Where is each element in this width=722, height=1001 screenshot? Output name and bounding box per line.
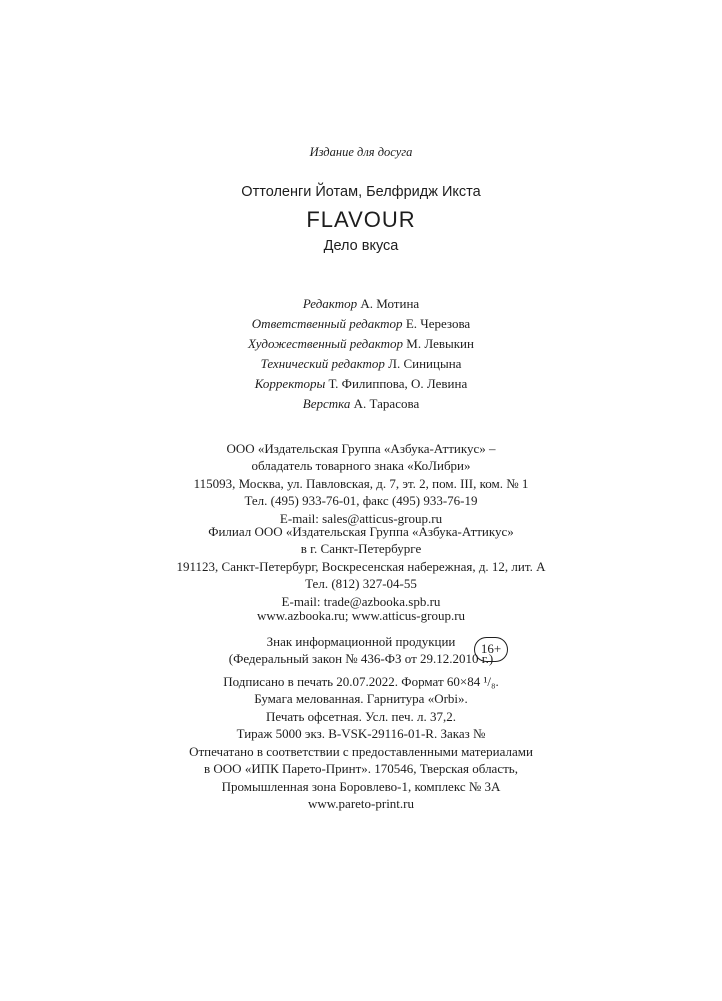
branch-line: 191123, Санкт-Петербург, Воскресенская набережная, д. 12, лит. А: [176, 558, 546, 574]
publisher-line: Тел. (495) 933-76-01, факс (495) 933-76-19: [244, 493, 478, 509]
print-details-line: Печать офсетная. Усл. печ. л. 37,2.: [265, 708, 456, 724]
info-mark-line: Знак информационной продукции: [266, 634, 456, 649]
printer-line: в ООО «ИПК Парето-Принт». 170546, Тверская область,: [204, 761, 518, 777]
credit-name: А. Мотина: [360, 296, 420, 311]
branch-line: Филиал ООО «Издательская Группа «Азбука-Аттикус»: [208, 524, 514, 539]
credit-technical-editor: [0, 354, 722, 374]
credit-role: Технический редактор: [260, 356, 385, 371]
book-title: FLAVOUR: [306, 207, 416, 232]
credit-name: А. Тарасова: [353, 396, 420, 411]
authors: Оттоленги Йотам, Белфридж Икста: [241, 184, 481, 200]
branch-line: Тел. (812) 327-04-55: [305, 576, 417, 592]
credit-editor: [0, 294, 722, 314]
credit-role: Редактор: [302, 296, 358, 311]
book-subtitle: Дело вкуса: [323, 238, 399, 254]
printer-block: [0, 743, 722, 813]
info-mark-block: [0, 633, 722, 668]
credit-name: М. Левыкин: [406, 336, 474, 351]
print-details-line: Подписано в печать 20.07.2022. Формат 60×84 ¹/₈.: [223, 674, 499, 689]
credit-role: Верстка: [302, 396, 351, 411]
print-details-block: [0, 673, 722, 743]
credit-name: Т. Филиппова, О. Левина: [328, 376, 468, 391]
credit-role: Корректоры: [254, 376, 326, 391]
branch-line: в г. Санкт-Петербурге: [300, 541, 422, 557]
printer-line: Промышленная зона Боровлево-1, комплекс № 3А: [221, 778, 501, 794]
credit-name: Л. Синицына: [388, 356, 462, 371]
credit-proofreaders: [0, 374, 722, 394]
publisher-line: обладатель товарного знака «КоЛибри»: [251, 458, 471, 474]
credits-list: [0, 294, 722, 414]
publisher-line: ООО «Издательская Группа «Азбука-Аттикус» –: [226, 441, 496, 456]
printer-line: Отпечатано в соответствии с предоставленными материалами: [189, 744, 533, 759]
print-details-line: Тираж 5000 экз. B-VSK-29116-01-R. Заказ №: [236, 726, 486, 742]
credit-role: Ответственный редактор: [251, 316, 403, 331]
series-label: Издание для досуга: [309, 145, 413, 159]
credit-art-editor: [0, 334, 722, 354]
websites-line: www.azbooka.ru; www.atticus-group.ru: [256, 608, 466, 623]
credit-name: Е. Черезова: [405, 316, 471, 331]
age-rating-badge: 16+: [474, 637, 508, 662]
info-mark-line: (Федеральный закон № 436-ФЗ от 29.12.2010 г.): [228, 651, 494, 667]
publisher-line: 115093, Москва, ул. Павловская, д. 7, эт. 2, пом. III, ком. № 1: [193, 475, 529, 491]
credit-layout: [0, 394, 722, 414]
print-details-line: Бумага мелованная. Гарнитура «Orbi».: [254, 691, 468, 707]
credit-role: Художественный редактор: [248, 336, 404, 351]
branch-email: E-mail: trade@azbooka.spb.ru: [281, 593, 441, 609]
publisher-email: E-mail: sales@atticus-group.ru: [279, 510, 443, 526]
branch-block: [0, 523, 722, 610]
websites-block: [0, 607, 722, 624]
publisher-block: [0, 440, 722, 527]
printer-website: www.pareto-print.ru: [307, 796, 414, 812]
credit-managing-editor: [0, 314, 722, 334]
